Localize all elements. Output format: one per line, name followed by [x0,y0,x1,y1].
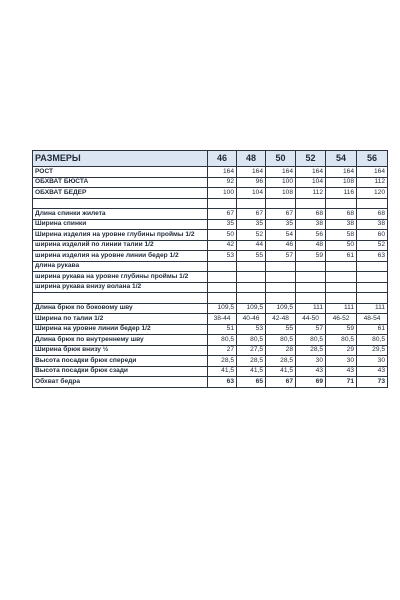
value-cell [266,293,296,304]
size-header-cell: 46 [208,151,237,167]
value-cell: 80,5 [357,335,388,346]
value-cell: 42 [208,240,237,251]
table-row [33,314,388,325]
value-cell: 120 [357,188,388,199]
value-cell: 164 [208,167,237,178]
row-label: Ширина на уровне линии бедер 1/2 [33,324,208,335]
value-cell [296,261,326,272]
value-cell: 80,5 [296,335,326,346]
value-cell: 38 [326,219,357,230]
value-cell: 164 [266,167,296,178]
value-cell [326,282,357,293]
value-cell: 46 [266,240,296,251]
row-label [33,198,208,209]
value-cell: 71 [326,377,357,388]
value-cell: 109,5 [266,303,296,314]
spacer-row [33,293,388,304]
value-cell: 111 [357,303,388,314]
value-cell [296,282,326,293]
table-row [33,261,388,272]
value-cell: 48 [296,240,326,251]
table-row [33,209,388,220]
spacer-row [33,198,388,209]
value-cell [266,261,296,272]
value-cell: 41,5 [208,366,237,377]
value-cell [237,261,266,272]
value-cell: 67 [266,209,296,220]
row-label: Обхват бедра [33,377,208,388]
row-label: ОБХВАТ БЮСТА [33,177,208,188]
value-cell: 40-46 [237,314,266,325]
value-cell [208,198,237,209]
value-cell [357,198,388,209]
value-cell: 41,5 [266,366,296,377]
row-label: Ширина спинки [33,219,208,230]
table-row [33,335,388,346]
value-cell: 29,5 [357,345,388,356]
value-cell: 38 [296,219,326,230]
value-cell: 111 [326,303,357,314]
value-cell: 111 [296,303,326,314]
row-label: ширина изделий по линии талии 1/2 [33,240,208,251]
value-cell: 46-52 [326,314,357,325]
table-row [33,272,388,283]
value-cell [237,198,266,209]
value-cell: 63 [357,251,388,262]
value-cell: 38-44 [208,314,237,325]
value-cell [326,198,357,209]
value-cell: 100 [208,188,237,199]
value-cell: 29 [326,345,357,356]
value-cell: 109,5 [237,303,266,314]
value-cell: 69 [296,377,326,388]
value-cell: 164 [357,167,388,178]
size-header-cell: 54 [326,151,357,167]
value-cell [266,272,296,283]
row-label: длина рукава [33,261,208,272]
size-table-body [33,167,388,388]
value-cell: 35 [208,219,237,230]
value-cell: 48-54 [357,314,388,325]
size-header-cell: 48 [237,151,266,167]
value-cell: 27,5 [237,345,266,356]
value-cell: 50 [326,240,357,251]
value-cell [296,293,326,304]
size-table [32,150,388,388]
size-header-cell: 52 [296,151,326,167]
table-row [33,219,388,230]
value-cell: 80,5 [266,335,296,346]
row-label: Длина брюк по внутреннему шву [33,335,208,346]
value-cell: 43 [357,366,388,377]
value-cell: 112 [296,188,326,199]
table-row [33,324,388,335]
value-cell: 164 [296,167,326,178]
value-cell: 108 [326,177,357,188]
value-cell: 52 [357,240,388,251]
value-cell: 28,5 [296,345,326,356]
value-cell: 61 [326,251,357,262]
value-cell: 57 [296,324,326,335]
table-row [33,345,388,356]
row-label [33,293,208,304]
table-row [33,177,388,188]
value-cell: 53 [208,251,237,262]
value-cell: 43 [296,366,326,377]
value-cell: 30 [296,356,326,367]
value-cell: 53 [237,324,266,335]
value-cell [237,282,266,293]
value-cell: 58 [326,230,357,241]
value-cell [357,261,388,272]
value-cell [208,272,237,283]
value-cell: 104 [296,177,326,188]
value-cell: 35 [237,219,266,230]
value-cell: 80,5 [326,335,357,346]
size-header-label: РАЗМЕРЫ [33,151,208,167]
table-row [33,230,388,241]
value-cell: 56 [296,230,326,241]
value-cell: 80,5 [208,335,237,346]
row-label: Ширина по талии 1/2 [33,314,208,325]
value-cell [237,293,266,304]
size-header-cell: 56 [357,151,388,167]
value-cell [357,272,388,283]
value-cell: 59 [296,251,326,262]
table-row [33,377,388,388]
value-cell: 65 [237,377,266,388]
value-cell: 28,5 [266,356,296,367]
value-cell: 38 [357,219,388,230]
value-cell: 30 [357,356,388,367]
value-cell: 44-50 [296,314,326,325]
value-cell: 68 [296,209,326,220]
value-cell: 54 [266,230,296,241]
value-cell: 100 [266,177,296,188]
size-header-cell: 50 [266,151,296,167]
row-label: ширина изделия на уровне линии бедер 1/2 [33,251,208,262]
value-cell: 50 [208,230,237,241]
value-cell: 28 [266,345,296,356]
row-label: ширина рукава внизу волана 1/2 [33,282,208,293]
value-cell: 67 [208,209,237,220]
value-cell: 52 [237,230,266,241]
row-label: ширина рукава на уровне глубины проймы 1/2 [33,272,208,283]
value-cell: 43 [326,366,357,377]
value-cell: 55 [266,324,296,335]
value-cell: 41,5 [237,366,266,377]
value-cell: 96 [237,177,266,188]
value-cell: 27 [208,345,237,356]
value-cell: 28,5 [208,356,237,367]
row-label: РОСТ [33,167,208,178]
value-cell: 57 [266,251,296,262]
value-cell [326,261,357,272]
row-label: Ширина изделия на уровне глубины проймы 1/2 [33,230,208,241]
value-cell: 30 [326,356,357,367]
value-cell [357,282,388,293]
value-cell [208,261,237,272]
row-label: Высота посадки брюк спереди [33,356,208,367]
value-cell: 68 [326,209,357,220]
value-cell: 28,5 [237,356,266,367]
value-cell: 35 [266,219,296,230]
value-cell: 63 [208,377,237,388]
value-cell [326,272,357,283]
value-cell [266,282,296,293]
value-cell: 68 [357,209,388,220]
value-cell: 59 [326,324,357,335]
value-cell: 61 [357,324,388,335]
table-row [33,188,388,199]
table-row [33,240,388,251]
value-cell: 51 [208,324,237,335]
table-row [33,303,388,314]
value-cell: 73 [357,377,388,388]
value-cell: 60 [357,230,388,241]
value-cell: 104 [237,188,266,199]
size-header-row [33,151,388,167]
row-label: Ширина брюк внизу ½ [33,345,208,356]
value-cell [208,282,237,293]
value-cell: 80,5 [237,335,266,346]
value-cell: 116 [326,188,357,199]
value-cell: 67 [266,377,296,388]
value-cell [266,198,296,209]
table-row [33,167,388,178]
value-cell: 42-48 [266,314,296,325]
value-cell: 92 [208,177,237,188]
value-cell: 109,5 [208,303,237,314]
value-cell [357,293,388,304]
row-label: Длина спинки жилета [33,209,208,220]
table-row [33,356,388,367]
value-cell [296,272,326,283]
table-row [33,282,388,293]
value-cell: 44 [237,240,266,251]
value-cell: 55 [237,251,266,262]
table-row [33,366,388,377]
value-cell: 164 [326,167,357,178]
value-cell [326,293,357,304]
row-label: Длина брюк по боковому шву [33,303,208,314]
value-cell [296,198,326,209]
value-cell: 112 [357,177,388,188]
value-cell [208,293,237,304]
table-row [33,251,388,262]
value-cell: 67 [237,209,266,220]
row-label: ОБХВАТ БЕДЕР [33,188,208,199]
value-cell [237,272,266,283]
row-label: Высота посадки брюк сзади [33,366,208,377]
value-cell: 164 [237,167,266,178]
value-cell: 108 [266,188,296,199]
